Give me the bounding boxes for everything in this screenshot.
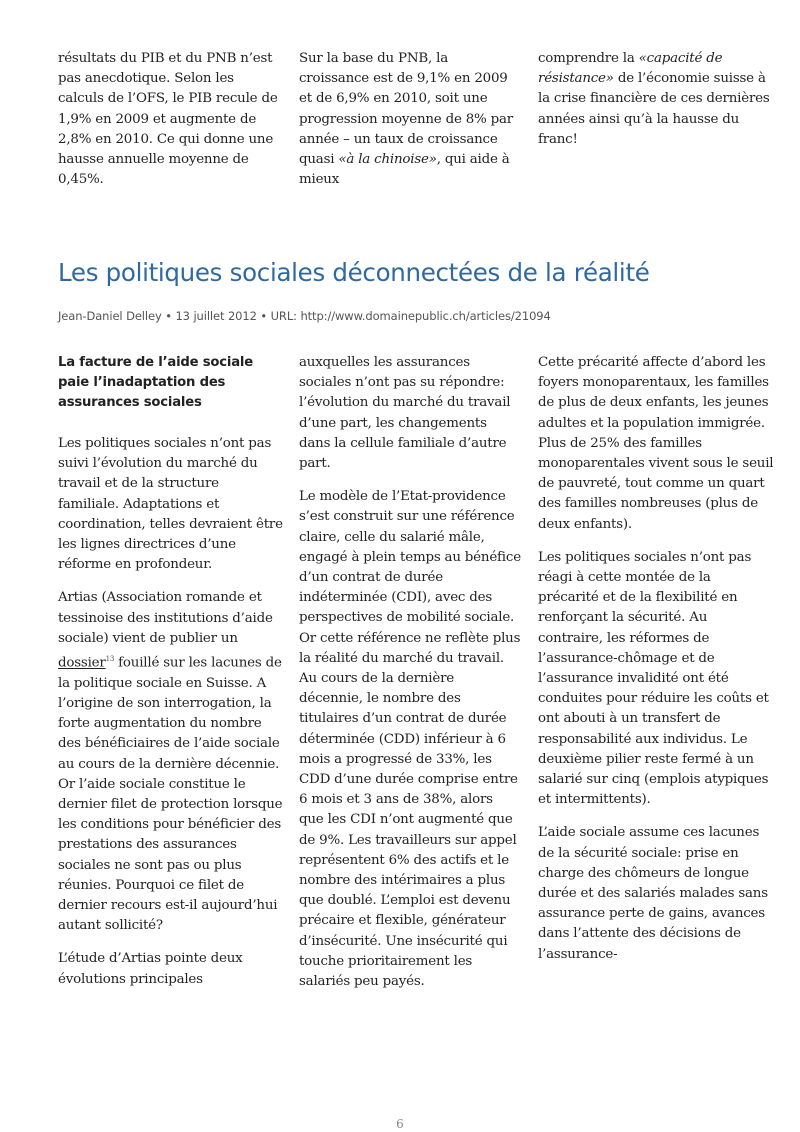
top-col3-after: de l’économie suisse à la crise financière de ces dernières années ainsi qu’à la hausse du franc! (538, 71, 770, 147)
paragraph: Les politiques sociales n’ont pas suivi l’évolution du marché du travail et de la structure familiale. Adaptations et coordination, telles devraient être les lignes directrices d’une réforme en profondeur. (58, 436, 283, 573)
top-col3-before: comprendre la (538, 51, 639, 66)
page-number: 6 (396, 1117, 404, 1131)
top-col1-text: résultats du PIB et du PNB n’est pas anecdotique. Selon les calculs de l’OFS, le PIB recule de 1,9% en 2009 et augmente de 2,8% en 2010. Ce qui donne une hausse annuelle moyenne de 0,45%. (58, 51, 278, 188)
paragraph-text: Artias (Association romande et tessinoise des institutions d’aide sociale) vient de publier un (58, 590, 273, 646)
top-column-3 (538, 49, 774, 150)
top-col2-paragraph (299, 49, 521, 190)
paragraph: Cette précarité affecte d’abord les foyers monoparentaux, les familles de plus de deux enfants, les jeunes adultes et la population immigrée. Plus de 25% des familles monoparentales vivent sous le seuil de pauvreté, tout comme un quart des familles nombreuses (plus de deux enfants). (538, 355, 774, 532)
top-col3-emphasis: «capacité de résistance» (538, 51, 723, 87)
paragraph: L’aide sociale assume ces lacunes de la sécurité sociale: prise en charge des chômeurs de longue durée et des salariés malades sans assurance perte de gains, avances dans l’attente des décisions de l’assurance- (538, 825, 768, 962)
paragraph: Les politiques sociales n’ont pas réagi à cette montée de la précarité et de la flexibilité en renforçant la sécurité. Au contraire, les réformes de l’assurance-chômage et de l’assurance invalidité ont été conduites pour réduire les coûts et ont abouti à un transfert de responsabilité aux individus. Le deuxième pilier reste fermé à un salarié sur cinq (emplois atypiques et intermittents). (538, 549, 769, 808)
paragraph: auxquelles les assurances sociales n’ont pas su répondre: l’évolution du marché du travail d’une part, les changements dans la cellule familiale d’autre part. (299, 355, 511, 472)
article-byline: Jean-Daniel Delley • 13 juillet 2012 • URL: http://www.domainepublic.ch/articles/21094 (58, 309, 551, 323)
paragraph: Le modèle de l’Etat-providence s’est construit sur une référence claire, celle du salarié mâle, engagé à plein temps au bénéfice d’un contrat de durée indéterminée (CDI), avec des perspectives de mobilité sociale. Or cette référence ne reflète plus la réalité du marché du travail. Au cours de la dernière décennie, le nombre des titulaires d’un contrat de durée déterminée (CDD) inférieur à 6 mois a progressé de 33%, les CDD d’une durée comprise entre 6 mois et 3 ans de 38%, alors que les CDI n’ont augmenté que de 9%. Les travailleurs sur appel représentent 6% des actifs et le nombre des intérimaires a plus que doublé. L’emploi est devenu précaire et flexible, générateur d’insécurité. Une insécurité qui touche prioritairement les salariés peu payés. (299, 489, 521, 990)
dossier-link[interactable]: dossier (58, 655, 106, 671)
article-subheading: La facture de l’aide sociale paie l’inadaptation des assurances sociales (58, 355, 253, 410)
paragraph: L’étude d’Artias pointe deux évolutions principales (58, 951, 243, 987)
top-col2-emphasis: «à la chinoise» (338, 152, 437, 168)
top-column-2 (299, 49, 521, 190)
article-column-2 (299, 353, 521, 1005)
article-column-1 (58, 353, 283, 1003)
top-col2-after: , qui aide à mieux (299, 152, 510, 188)
article-column-3 (538, 353, 774, 978)
top-column-1 (58, 49, 283, 190)
paragraph-text: fouillé sur les lacunes de la politique sociale en Suisse. A l’origine de son interrogation, la forte augmentation du nombre des bénéficiaires de l’aide sociale au cours de la dernière décennie. Or l’aide sociale constitue le dernier filet de protection lorsque les conditions pour bénéficier des prestations des assurances sociales ne sont pas ou plus réunies. Pourquoi ce filet de dernier recours est-il aujourd’hui autant sollicité? (58, 655, 283, 934)
article-title: Les politiques sociales déconnectées de la réalité (58, 258, 650, 287)
top-col3-paragraph (538, 49, 774, 150)
footnote-marker: 13 (105, 655, 115, 664)
top-col2-text: Sur la base du PNB, la croissance est de 9,1% en 2009 et de 6,9% en 2010, soit une progression moyenne de 8% par année – un taux de croissance quasi (299, 51, 513, 168)
paragraph (58, 588, 283, 936)
